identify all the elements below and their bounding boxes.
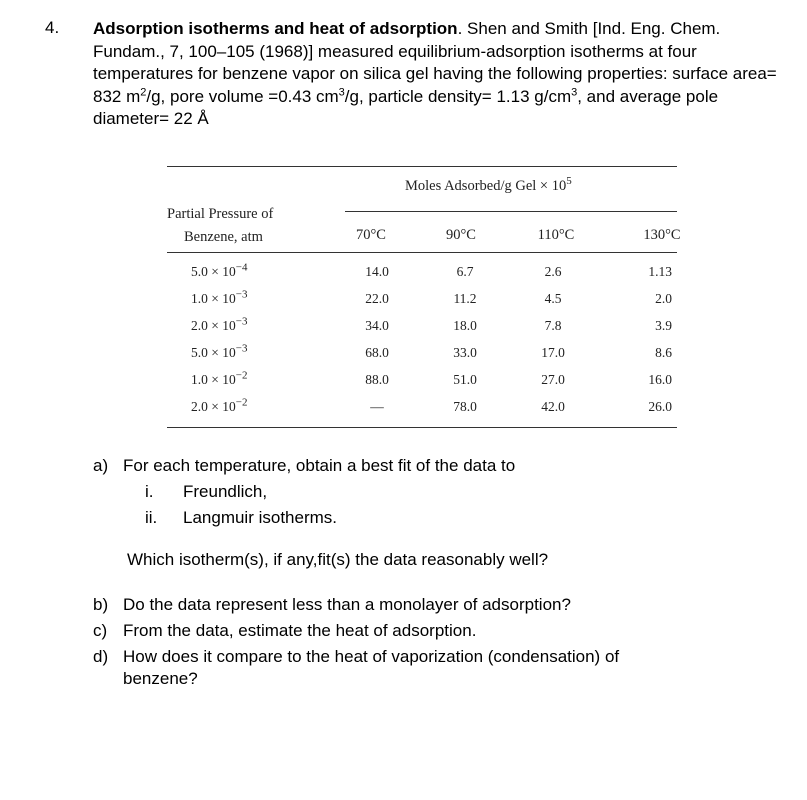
partial-pressure-header xyxy=(167,203,307,249)
moles-header-text: Moles Adsorbed/g Gel × 10 xyxy=(405,178,567,194)
table-cell: 11.2 xyxy=(453,291,477,306)
table-cell: 7.8 xyxy=(544,318,562,333)
question-d-line1: How does it compare to the heat of vaporization (condensation) of xyxy=(123,647,620,666)
problem-intro xyxy=(93,18,783,131)
table-bottom-rule xyxy=(167,427,677,428)
table-cell: 3.9 xyxy=(655,318,672,333)
table-row-pressure: $2.0 \times 10^{-3}$ xyxy=(191,315,248,333)
pore-volume-exponent: 3 xyxy=(338,85,345,98)
table-row-pressure: $5.0 \times 10^{-4}$ xyxy=(191,261,248,279)
pore-diameter-text: , and average pole diameter= 22 Å xyxy=(93,86,719,128)
table-cell: 33.0 xyxy=(453,345,477,360)
column-header-90c: 90°C xyxy=(446,227,476,243)
question-a-ii-text: Langmuir isotherms. xyxy=(183,508,338,527)
problem-number: 4. xyxy=(45,18,60,37)
pp-header-line1: Partial Pressure of xyxy=(167,206,274,222)
table-top-rule xyxy=(167,166,677,167)
density-exponent: 3 xyxy=(571,85,578,98)
problem-title: Adsorption isotherms and heat of adsorption xyxy=(93,19,458,38)
moles-adsorbed-header xyxy=(405,175,572,195)
subheader-rule xyxy=(345,211,677,212)
question-b-label: b) xyxy=(93,595,109,614)
intro-text: . Shen and Smith [Ind. Eng. Chem. Fundam., 7, 100–105 (1968)] measured equilibrium-adsorption isotherms at four temperatures for benzene vapor on silica gel having the following properties: surface area= 832 m xyxy=(93,19,777,106)
table-cell: 34.0 xyxy=(365,318,389,333)
table-row-pressure: $1.0 \times 10^{-2}$ xyxy=(191,369,248,387)
pp-header-line2: Benzene, atm xyxy=(184,229,263,245)
table-cell: 22.0 xyxy=(365,291,389,306)
question-b-text: Do the data represent less than a monolayer of adsorption? xyxy=(123,595,571,614)
column-header-130c: 130°C xyxy=(643,227,681,243)
question-a-i-label: i. xyxy=(145,482,154,501)
question-a-i-text: Freundlich, xyxy=(183,482,268,501)
table-cell: 68.0 xyxy=(365,345,389,360)
table-cell: 26.0 xyxy=(648,399,672,414)
table-cell: 18.0 xyxy=(453,318,477,333)
column-header-110c: 110°C xyxy=(537,227,575,243)
table-cell: 17.0 xyxy=(541,345,565,360)
question-d-text xyxy=(123,646,619,690)
adsorption-data-table xyxy=(167,166,681,428)
question-c-text: From the data, estimate the heat of adsorption. xyxy=(123,621,477,640)
question-a-text: For each temperature, obtain a best fit of the data to xyxy=(123,456,516,475)
table-cell: 16.0 xyxy=(648,372,672,387)
table-row-pressure: $5.0 \times 10^{-3}$ xyxy=(191,342,248,360)
table-cell: 8.6 xyxy=(655,345,672,360)
table-cell: 4.5 xyxy=(544,291,562,306)
table-cell: 42.0 xyxy=(541,399,565,414)
table-cell: 88.0 xyxy=(365,372,389,387)
question-d-label: d) xyxy=(93,647,109,666)
table-cell: 14.0 xyxy=(365,264,389,279)
table-cell: 2.0 xyxy=(655,291,672,306)
table-row-pressure: $2.0 \times 10^{-2}$ xyxy=(191,396,248,414)
table-cell: 78.0 xyxy=(453,399,477,414)
moles-header-exponent: 5 xyxy=(566,175,572,188)
column-header-70c: 70°C xyxy=(356,227,386,243)
question-c-label: c) xyxy=(93,621,108,640)
table-cell: 51.0 xyxy=(453,372,477,387)
table-cell: 6.7 xyxy=(456,264,474,279)
table-row-pressure: $1.0 \times 10^{-3}$ xyxy=(191,288,248,306)
table-cell: 27.0 xyxy=(541,372,565,387)
header-bottom-rule xyxy=(167,252,677,253)
particle-density-text: /g, particle density= 1.13 g/cm xyxy=(344,86,572,106)
question-d-line2: benzene? xyxy=(123,669,198,688)
table-cell: — xyxy=(370,399,384,414)
table-cell: 2.6 xyxy=(544,264,562,279)
table-cell: 1.13 xyxy=(648,264,672,279)
question-a-ii-label: ii. xyxy=(145,508,158,527)
question-which-isotherm: Which isotherm(s), if any,fit(s) the data reasonably well? xyxy=(127,550,549,569)
question-a-label: a) xyxy=(93,456,109,475)
pore-volume-text: /g, pore volume =0.43 cm xyxy=(146,86,339,106)
surface-area-exponent: 2 xyxy=(140,85,147,98)
